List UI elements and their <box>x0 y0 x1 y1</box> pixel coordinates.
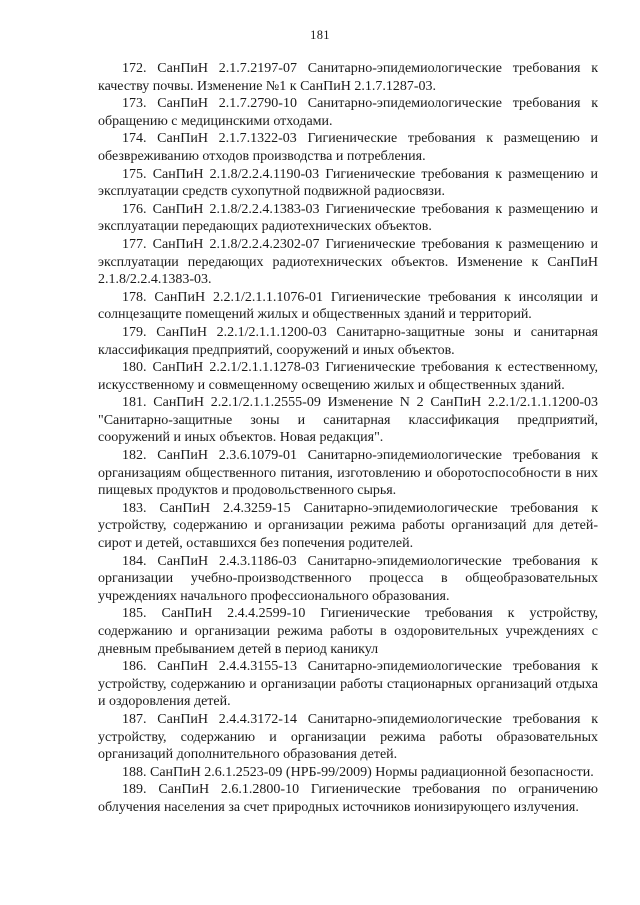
list-item: 186. СанПиН 2.4.4.3155-13 Санитарно-эпидемиологические требования к устройству, содержанию и организации работы стационарных организаций отдыха и оздоровления детей. <box>98 659 598 710</box>
list-item: 188. СанПиН 2.6.1.2523-09 (НРБ-99/2009) Нормы радиационной безопасности. <box>122 764 594 780</box>
list-item: 174. СанПиН 2.1.7.1322-03 Гигиенические требования к размещению и обезвреживанию отходов производства и потребления. <box>98 131 598 164</box>
list-item: 187. СанПиН 2.4.4.3172-14 Санитарно-эпидемиологические требования к устройству, содержанию и организации режима работы образовательных организаций дополнительного образования детей. <box>98 711 598 763</box>
list-item: 182. СанПиН 2.3.6.1079-01 Санитарно-эпидемиологические требования к организациям общественного питания, изготовлению и оборотоспособности в них пищевых продуктов и продовольственного сырья. <box>98 448 598 499</box>
list-item: 189. СанПиН 2.6.1.2800-10 Гигиенические требования по ограничению облучения населения за счет природных источников ионизирующего излучения. <box>98 782 598 815</box>
reference-list <box>98 60 598 817</box>
list-item: 183. СанПиН 2.4.3259-15 Санитарно-эпидемиологические требования к устройству, содержанию и организации режима работы организаций для детей-сирот и детей, оставшихся без попечения родителей. <box>98 500 598 552</box>
list-item: 180. СанПиН 2.2.1/2.1.1.1278-03 Гигиенические требования к естественному, искусственному и совмещенному освещению жилых и общественных зданий. <box>98 360 598 393</box>
page-number: 181 <box>310 28 330 42</box>
list-item: 175. СанПиН 2.1.8/2.2.4.1190-03 Гигиенические требования к размещению и эксплуатации средств сухопутной подвижной радиосвязи. <box>98 166 598 200</box>
list-item: 176. СанПиН 2.1.8/2.2.4.1383-03 Гигиенические требования к размещению и эксплуатации передающих радиотехнических объектов. <box>98 201 598 235</box>
list-item: 172. СанПиН 2.1.7.2197-07 Санитарно-эпидемиологические требования к качеству почвы. Изменение №1 к СанПиН 2.1.7.1287-03. <box>98 61 598 94</box>
list-item: 177. СанПиН 2.1.8/2.2.4.2302-07 Гигиенические требования к размещению и эксплуатации передающих радиотехнических объектов. Изменение к СанПиН 2.1.8/2.2.4.1383-03. <box>98 236 598 288</box>
list-item: 173. СанПиН 2.1.7.2790-10 Санитарно-эпидемиологические требования к обращению с медицинскими отходами. <box>98 96 598 129</box>
list-item: 178. СанПиН 2.2.1/2.1.1.1076-01 Гигиенические требования к инсоляции и солнцезащите помещений жилых и общественных зданий и территорий. <box>98 289 598 323</box>
list-item: 185. СанПиН 2.4.4.2599-10 Гигиенические требования к устройству, содержанию и организации режима работы в оздоровительных учреждениях с дневным пребыванием детей в период каникул <box>98 606 598 657</box>
list-item: 179. СанПиН 2.2.1/2.1.1.1200-03 Санитарно-защитные зоны и санитарная классификация предприятий, сооружений и иных объектов. <box>98 324 598 358</box>
list-item: 184. СанПиН 2.4.3.1186-03 Санитарно-эпидемиологические требования к организации учебно-производственного процесса в общеобразовательных учреждениях начального профессионального образования. <box>98 553 598 604</box>
list-item: 181. СанПиН 2.2.1/2.1.1.2555-09 Изменение N 2 СанПиН 2.2.1/2.1.1.1200-03 "Санитарно-защитные зоны и санитарная классификация предприятий, сооружений и иных объектов. Новая редакция". <box>98 395 598 446</box>
